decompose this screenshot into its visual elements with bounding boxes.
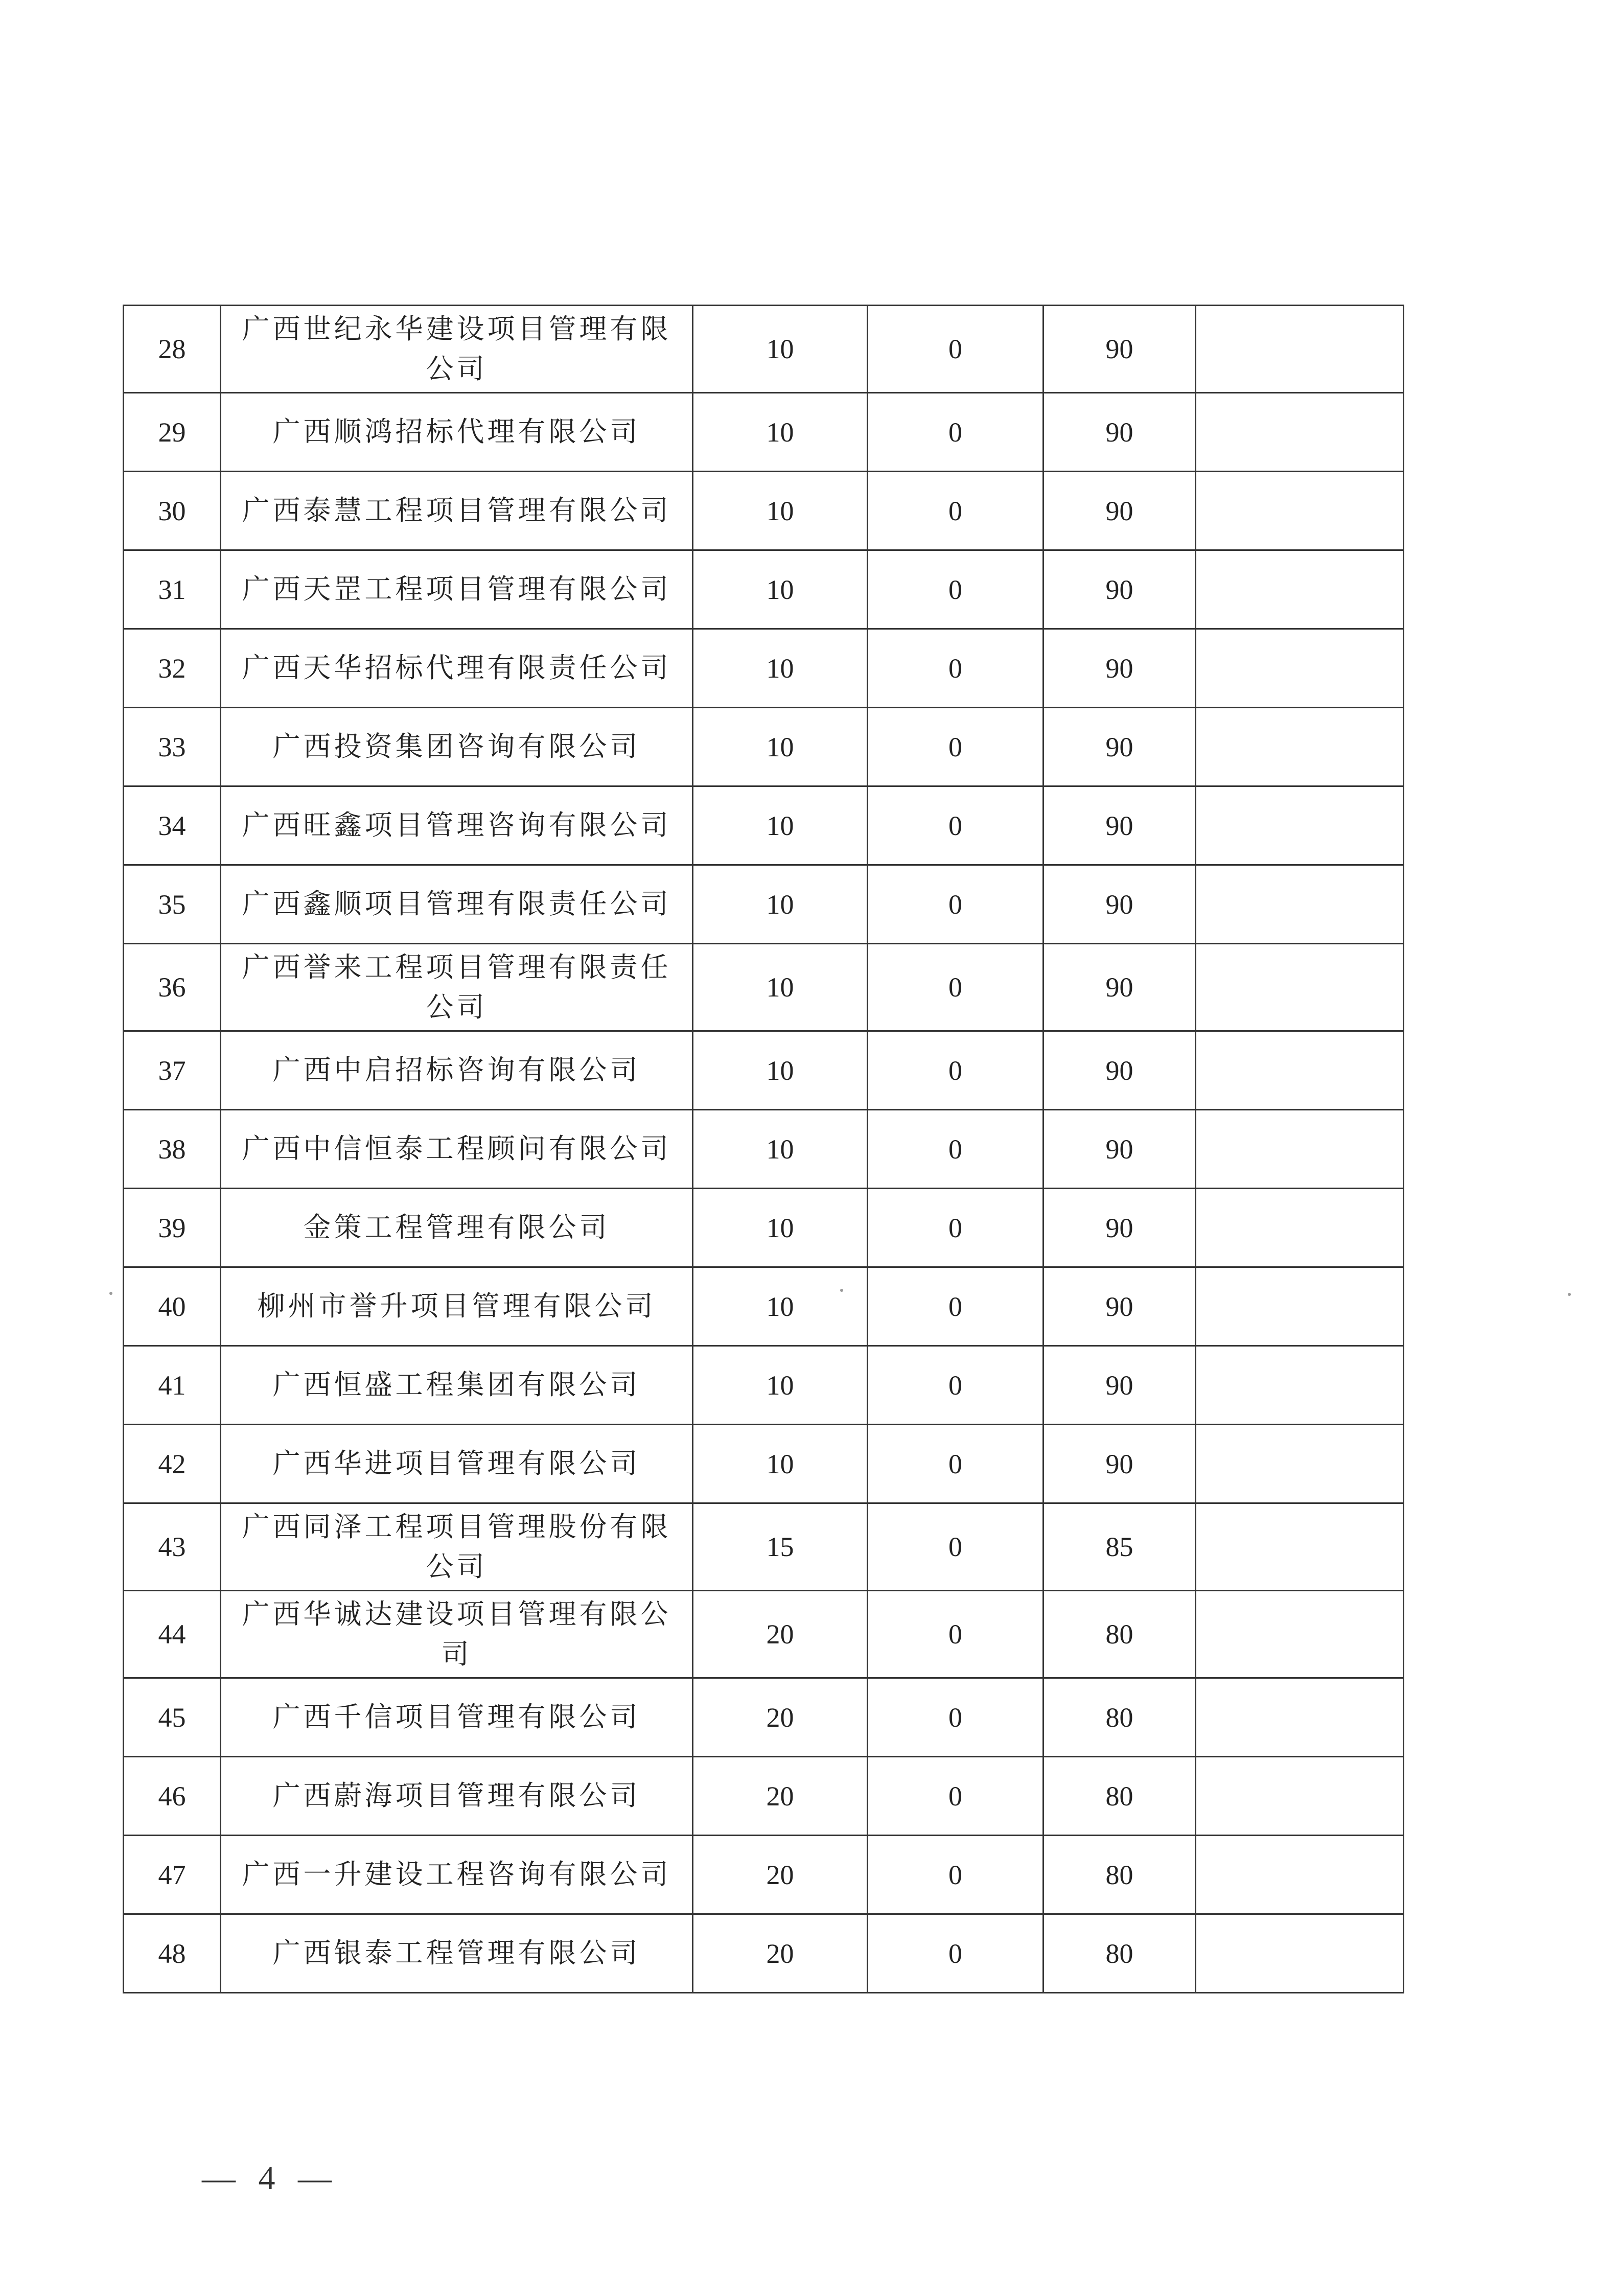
page-number: — 4 — [202, 2160, 339, 2197]
company-name-cell: 金策工程管理有限公司 [221, 1189, 693, 1267]
deduction-cell: 10 [693, 550, 868, 629]
table-row [124, 1678, 1404, 1757]
row-number-cell: 39 [124, 1189, 221, 1267]
scan-dot-right [1568, 1293, 1571, 1296]
bonus-cell: 0 [868, 944, 1044, 1031]
remark-cell [1196, 1503, 1404, 1591]
table-row [124, 306, 1404, 393]
remark-cell [1196, 944, 1404, 1031]
bonus-cell: 0 [868, 786, 1044, 865]
score-cell: 80 [1044, 1757, 1196, 1836]
deduction-cell: 10 [693, 472, 868, 550]
row-number-cell: 37 [124, 1031, 221, 1110]
company-score-table [123, 305, 1404, 1993]
row-number-cell: 36 [124, 944, 221, 1031]
remark-cell [1196, 1591, 1404, 1678]
row-number-cell: 42 [124, 1425, 221, 1503]
remark-cell [1196, 1346, 1404, 1425]
company-name-cell: 广西天罡工程项目管理有限公司 [221, 550, 693, 629]
bonus-cell: 0 [868, 1757, 1044, 1836]
score-cell: 90 [1044, 1425, 1196, 1503]
deduction-cell: 10 [693, 1346, 868, 1425]
table-row [124, 1110, 1404, 1189]
remark-cell [1196, 1678, 1404, 1757]
row-number-cell: 44 [124, 1591, 221, 1678]
score-cell: 90 [1044, 472, 1196, 550]
row-number-cell: 48 [124, 1914, 221, 1993]
table-row [124, 708, 1404, 786]
scan-dot-left [109, 1292, 112, 1295]
deduction-cell: 10 [693, 1110, 868, 1189]
company-name-cell: 广西泰慧工程项目管理有限公司 [221, 472, 693, 550]
deduction-cell: 10 [693, 393, 868, 472]
row-number-cell: 40 [124, 1267, 221, 1346]
score-cell: 90 [1044, 1189, 1196, 1267]
score-cell: 80 [1044, 1678, 1196, 1757]
bonus-cell: 0 [868, 1503, 1044, 1591]
deduction-cell: 15 [693, 1503, 868, 1591]
company-name-cell: 广西一升建设工程咨询有限公司 [221, 1836, 693, 1914]
bonus-cell: 0 [868, 708, 1044, 786]
score-cell: 90 [1044, 306, 1196, 393]
row-number-cell: 47 [124, 1836, 221, 1914]
table-row [124, 1591, 1404, 1678]
deduction-cell: 10 [693, 1267, 868, 1346]
deduction-cell: 10 [693, 629, 868, 708]
row-number-cell: 31 [124, 550, 221, 629]
row-number-cell: 30 [124, 472, 221, 550]
company-name-cell: 广西天华招标代理有限责任公司 [221, 629, 693, 708]
remark-cell [1196, 629, 1404, 708]
table-row [124, 865, 1404, 944]
deduction-cell: 10 [693, 786, 868, 865]
score-cell: 90 [1044, 865, 1196, 944]
table-row [124, 1346, 1404, 1425]
remark-cell [1196, 1110, 1404, 1189]
company-name-cell: 广西恒盛工程集团有限公司 [221, 1346, 693, 1425]
table-row [124, 1189, 1404, 1267]
remark-cell [1196, 472, 1404, 550]
table-row [124, 1914, 1404, 1993]
table-row [124, 1031, 1404, 1110]
company-name-cell: 广西中启招标咨询有限公司 [221, 1031, 693, 1110]
remark-cell [1196, 1914, 1404, 1993]
bonus-cell: 0 [868, 1914, 1044, 1993]
company-name-cell: 广西顺鸿招标代理有限公司 [221, 393, 693, 472]
deduction-cell: 10 [693, 1189, 868, 1267]
score-cell: 90 [1044, 550, 1196, 629]
bonus-cell: 0 [868, 865, 1044, 944]
bonus-cell: 0 [868, 1267, 1044, 1346]
row-number-cell: 28 [124, 306, 221, 393]
table-row [124, 1757, 1404, 1836]
bonus-cell: 0 [868, 1346, 1044, 1425]
score-cell: 85 [1044, 1503, 1196, 1591]
score-cell: 90 [1044, 1110, 1196, 1189]
row-number-cell: 33 [124, 708, 221, 786]
score-cell: 80 [1044, 1914, 1196, 1993]
deduction-cell: 10 [693, 865, 868, 944]
bonus-cell: 0 [868, 550, 1044, 629]
score-cell: 90 [1044, 708, 1196, 786]
company-name-cell: 广西投资集团咨询有限公司 [221, 708, 693, 786]
score-cell: 80 [1044, 1591, 1196, 1678]
score-cell: 90 [1044, 629, 1196, 708]
remark-cell [1196, 865, 1404, 944]
bonus-cell: 0 [868, 1425, 1044, 1503]
remark-cell [1196, 708, 1404, 786]
deduction-cell: 10 [693, 944, 868, 1031]
deduction-cell: 20 [693, 1757, 868, 1836]
table-row [124, 550, 1404, 629]
table-row [124, 1836, 1404, 1914]
bonus-cell: 0 [868, 1836, 1044, 1914]
row-number-cell: 34 [124, 786, 221, 865]
bonus-cell: 0 [868, 1110, 1044, 1189]
company-name-cell: 广西鑫顺项目管理有限责任公司 [221, 865, 693, 944]
table-row [124, 472, 1404, 550]
remark-cell [1196, 393, 1404, 472]
company-name-cell: 广西誉来工程项目管理有限责任公司 [221, 944, 693, 1031]
table-row [124, 1425, 1404, 1503]
remark-cell [1196, 1836, 1404, 1914]
table-row [124, 629, 1404, 708]
table-body [124, 306, 1404, 1993]
deduction-cell: 20 [693, 1914, 868, 1993]
score-cell: 90 [1044, 1267, 1196, 1346]
deduction-cell: 10 [693, 1031, 868, 1110]
table-row [124, 393, 1404, 472]
table-row [124, 944, 1404, 1031]
score-cell: 90 [1044, 1346, 1196, 1425]
deduction-cell: 10 [693, 306, 868, 393]
company-name-cell: 广西蔚海项目管理有限公司 [221, 1757, 693, 1836]
score-cell: 80 [1044, 1836, 1196, 1914]
remark-cell [1196, 1757, 1404, 1836]
row-number-cell: 43 [124, 1503, 221, 1591]
company-name-cell: 广西银泰工程管理有限公司 [221, 1914, 693, 1993]
company-name-cell: 广西华诚达建设项目管理有限公司 [221, 1591, 693, 1678]
remark-cell [1196, 1425, 1404, 1503]
company-name-cell: 广西世纪永华建设项目管理有限公司 [221, 306, 693, 393]
row-number-cell: 45 [124, 1678, 221, 1757]
bonus-cell: 0 [868, 472, 1044, 550]
score-cell: 90 [1044, 1031, 1196, 1110]
deduction-cell: 20 [693, 1836, 868, 1914]
row-number-cell: 38 [124, 1110, 221, 1189]
company-name-cell: 广西旺鑫项目管理咨询有限公司 [221, 786, 693, 865]
row-number-cell: 32 [124, 629, 221, 708]
score-cell: 90 [1044, 786, 1196, 865]
row-number-cell: 46 [124, 1757, 221, 1836]
deduction-cell: 20 [693, 1678, 868, 1757]
company-name-cell: 广西中信恒泰工程顾问有限公司 [221, 1110, 693, 1189]
bonus-cell: 0 [868, 1678, 1044, 1757]
row-number-cell: 41 [124, 1346, 221, 1425]
remark-cell [1196, 786, 1404, 865]
table-row [124, 1267, 1404, 1346]
remark-cell [1196, 1267, 1404, 1346]
row-number-cell: 29 [124, 393, 221, 472]
company-name-cell: 广西同泽工程项目管理股份有限公司 [221, 1503, 693, 1591]
score-cell: 90 [1044, 393, 1196, 472]
bonus-cell: 0 [868, 629, 1044, 708]
bonus-cell: 0 [868, 393, 1044, 472]
table-row [124, 786, 1404, 865]
company-name-cell: 广西华进项目管理有限公司 [221, 1425, 693, 1503]
remark-cell [1196, 550, 1404, 629]
remark-cell [1196, 306, 1404, 393]
bonus-cell: 0 [868, 1591, 1044, 1678]
remark-cell [1196, 1031, 1404, 1110]
bonus-cell: 0 [868, 306, 1044, 393]
company-name-cell: 广西千信项目管理有限公司 [221, 1678, 693, 1757]
row-number-cell: 35 [124, 865, 221, 944]
table-row [124, 1503, 1404, 1591]
remark-cell [1196, 1189, 1404, 1267]
bonus-cell: 0 [868, 1031, 1044, 1110]
bonus-cell: 0 [868, 1189, 1044, 1267]
deduction-cell: 20 [693, 1591, 868, 1678]
deduction-cell: 10 [693, 1425, 868, 1503]
score-cell: 90 [1044, 944, 1196, 1031]
deduction-cell: 10 [693, 708, 868, 786]
company-name-cell: 柳州市誉升项目管理有限公司 [221, 1267, 693, 1346]
